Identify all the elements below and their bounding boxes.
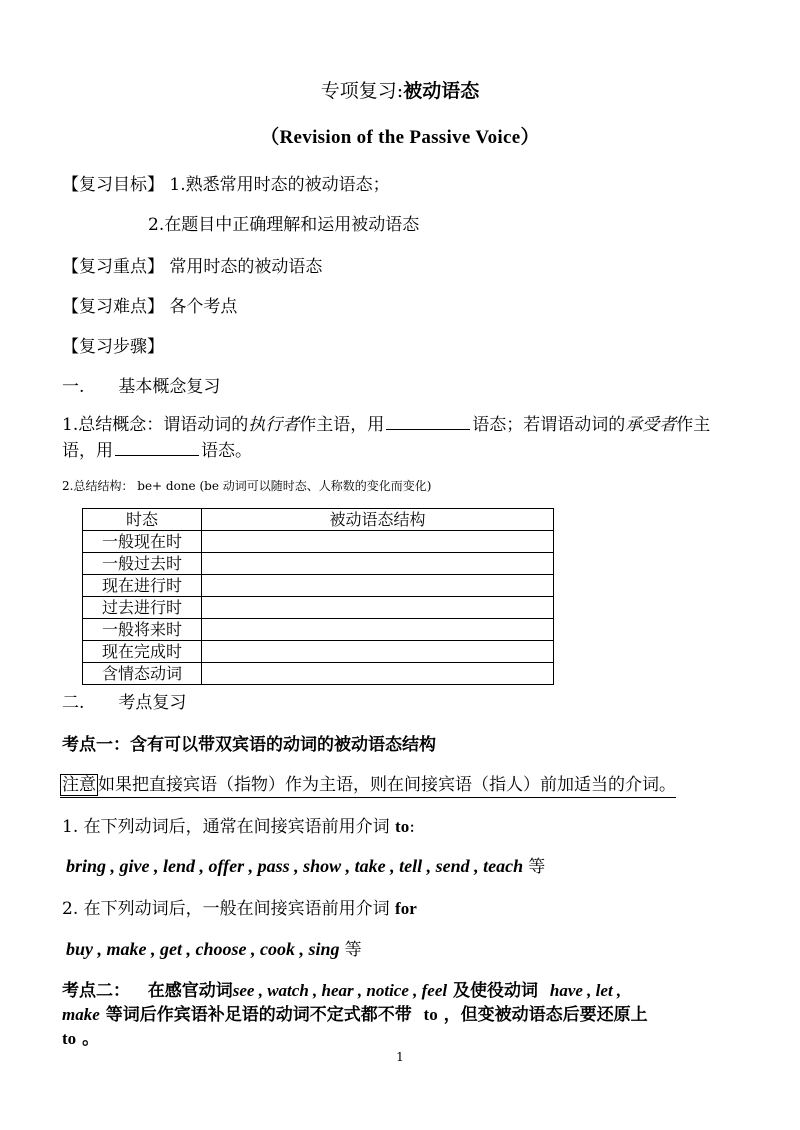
goals-line-1: 【复习目标】 1.熟悉常用时态的被动语态； xyxy=(62,175,390,195)
passive-structure-table xyxy=(82,508,554,685)
structure-note: 2.总结结构： be+ done (be 动词可以随时态、人称数的变化而变化) xyxy=(62,479,432,493)
answer-cell xyxy=(202,641,554,663)
answer-cell xyxy=(202,663,554,685)
page-title: 专项复习:被动语态 xyxy=(320,80,480,102)
table-header-row xyxy=(83,509,554,531)
verbs-list-2: buy , make , get , choose , cook , sing 等 xyxy=(66,939,362,960)
note-box: 注意 xyxy=(62,775,96,795)
table-row xyxy=(83,575,554,597)
concept-line-2: 语，用 语态。 xyxy=(62,441,252,461)
concept-line-1: 1.总结概念：谓语动词的执行者作主语，用 语态；若谓语动词的承受者作主 xyxy=(62,415,711,435)
verbs-list-1: bring , give , lend , offer , pass , show , take , tell , send , teach 等 xyxy=(66,856,546,877)
tense-cell: 现在完成时 xyxy=(83,641,202,663)
section2-heading: 二. 考点复习 xyxy=(62,693,187,713)
tense-cell: 过去进行时 xyxy=(83,597,202,619)
answer-cell xyxy=(202,597,554,619)
tense-cell: 一般过去时 xyxy=(83,553,202,575)
blank-1 xyxy=(386,415,470,430)
goals-line-2: 2.在题目中正确理解和运用被动语态 xyxy=(148,215,420,235)
difficulty-line: 【复习难点】 各个考点 xyxy=(62,297,238,317)
table-header: 时态 xyxy=(83,509,202,531)
table-row xyxy=(83,619,554,641)
page-number: 1 xyxy=(396,1050,404,1064)
table-header: 被动语态结构 xyxy=(202,509,554,531)
point1-heading: 考点一：含有可以带双宾语的动词的被动语态结构 xyxy=(62,735,436,755)
steps-line: 【复习步骤】 xyxy=(62,337,164,357)
table-row xyxy=(83,597,554,619)
answer-cell xyxy=(202,575,554,597)
table-row xyxy=(83,531,554,553)
tense-cell: 含情态动词 xyxy=(83,663,202,685)
answer-cell xyxy=(202,531,554,553)
point2-line-2: make 等词后作宾语补足语的动词不定式都不带 to ，但变被动语态后要还原上 xyxy=(62,1005,648,1025)
tense-cell: 现在进行时 xyxy=(83,575,202,597)
answer-cell xyxy=(202,619,554,641)
section1-heading: 一. 基本概念复习 xyxy=(62,377,221,397)
focus-line: 【复习重点】 常用时态的被动语态 xyxy=(62,257,323,277)
table-row xyxy=(83,641,554,663)
tense-cell: 一般现在时 xyxy=(83,531,202,553)
point1-rule-2: 2. 在下列动词后，一般在间接宾语前用介词 for xyxy=(62,899,417,919)
point1-rule-1: 1. 在下列动词后，通常在间接宾语前用介词 to: xyxy=(62,817,415,837)
point2-line-3: to 。 xyxy=(62,1029,100,1049)
table-row xyxy=(83,663,554,685)
table-row xyxy=(83,553,554,575)
blank-2 xyxy=(115,441,199,456)
page-subtitle: （Revision of the Passive Voice） xyxy=(260,127,540,148)
answer-cell xyxy=(202,553,554,575)
tense-cell: 一般将来时 xyxy=(83,619,202,641)
point2-line-1: 考点二： 在感官动词see , watch , hear , notice , feel 及使役动词 have , let , xyxy=(62,981,622,1001)
point1-note: 注意 如果把直接宾语（指物）作为主语，则在间接宾语（指人）前加适当的介词。 xyxy=(60,770,676,795)
